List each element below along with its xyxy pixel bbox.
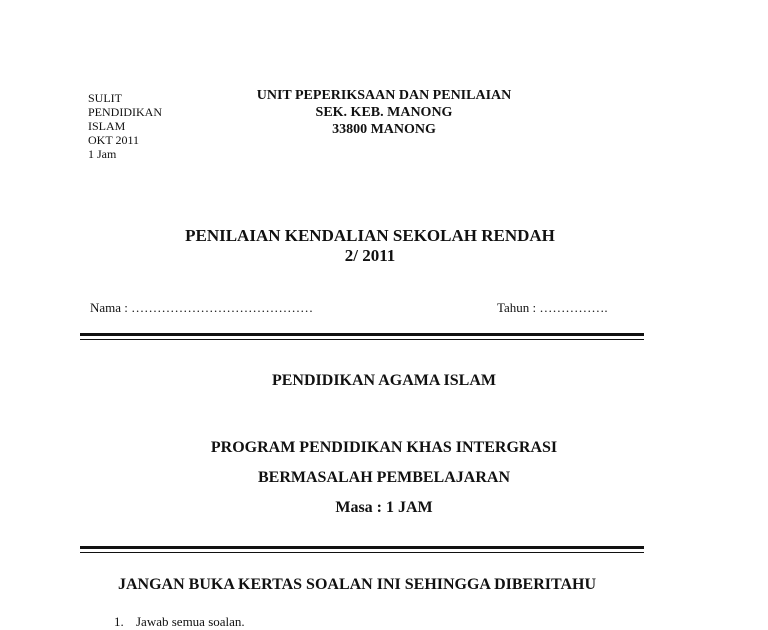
school-address: 33800 MANONG [332,122,436,137]
school-name: SEK. KEB. MANONG [315,105,453,120]
do-not-open-warning: JANGAN BUKA KERTAS SOALAN INI SEHINGGA DIBERITAHU [118,576,597,593]
instructions-list [114,614,245,630]
divider-bottom-thin [80,552,644,553]
student-year-field: Tahun : ……………. [497,300,608,315]
instruction-text: Jawab semua soalan. [136,614,245,629]
exam-duration-short: 1 Jam [88,147,117,161]
confidential-label: SULIT [88,91,122,105]
instruction-item [114,614,245,630]
exam-unit-title: UNIT PEPERIKSAAN DAN PENILAIAN [256,88,512,103]
divider-bottom-thick [80,546,644,549]
subject-short-line1: PENDIDIKAN [88,105,162,119]
school-header [234,87,534,138]
exam-date: OKT 2011 [88,133,139,147]
program-line1: PROGRAM PENDIDIKAN KHAS INTERGRASI [210,439,558,456]
assessment-title-block [120,226,620,266]
subject-title: PENDIDIKAN AGAMA ISLAM [271,372,496,389]
header-left-meta [88,91,162,161]
program-line2: BERMASALAH PEMBELAJARAN [257,469,510,486]
divider-top-thin [80,339,644,340]
program-block [134,433,634,523]
assessment-title: PENILAIAN KENDALIAN SEKOLAH RENDAH [185,226,555,245]
student-name-field: Nama : …………………………………… [90,300,314,315]
assessment-session: 2/ 2011 [344,246,396,265]
divider-top-thick [80,333,644,336]
instruction-number: 1. [114,614,124,629]
subject-short-line2: ISLAM [88,119,126,133]
exam-duration: Masa : 1 JAM [335,499,433,516]
